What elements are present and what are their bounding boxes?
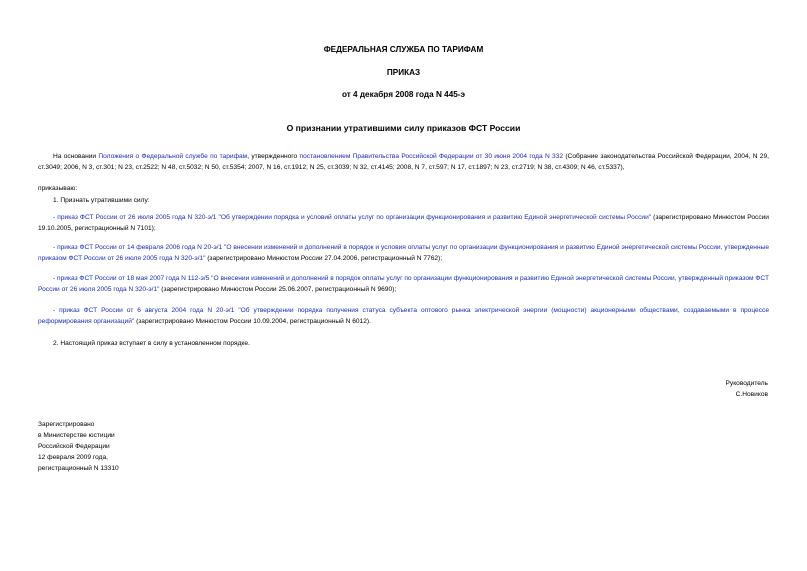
order-link-4[interactable]: - приказ ФСТ России от 6 августа 2004 года N 20-э/1 "Об утверждении порядка получения статуса субъекта оптового рынка электрической энергии (мощности) акционерными обществами, создаваемыми в процессе реформирования организаций" xyxy=(38,307,769,325)
registration-line: регистрационный N 13310 xyxy=(38,465,119,472)
basis-text-3: (Собрание законодательства Российской Федерации, 2004, N 29, ст.3049; 2006, N 3, ст.301; N 23, ст.2522; N 48, ст.5032; N 50, ст.5354; 2007, N 16, ст.1912; N 25, ст.3039; N 32, ст.4145; 2008, N 7, ст.597; N 17, ст.1897; N 23, ст.2719; N 38, ст.4309; N 46, ст.5337), xyxy=(38,153,769,171)
registration-line: 12 февраля 2009 года, xyxy=(38,454,108,461)
government-decree-link[interactable]: постановлением Правительства Российской Федерации от 30 июня 2004 года N 332 xyxy=(299,153,564,160)
registration-note-4: (зарегистрировано Минюстом России 10.09.2004, регистрационный N 6012). xyxy=(134,318,371,325)
document-title: О признании утратившими силу приказов ФСТ России xyxy=(286,123,521,133)
regulation-link[interactable]: Положения о Федеральной службе по тарифам xyxy=(98,153,248,160)
registration-note-1: (зарегистрировано Минюстом России 19.10.2005, регистрационный N 7101); xyxy=(38,214,769,232)
order-link-3[interactable]: - приказ ФСТ России от 18 мая 2007 года N 112-э/5 "О внесении изменений и дополнений в порядок оплаты услуг по организации функционирования и развитию Единой энергетической системы России, утвержденный приказом ФСТ России от 26 июля 2005 года N 320-э/1" xyxy=(38,275,769,293)
list-item xyxy=(38,273,769,295)
basis-text-1: На основании xyxy=(53,153,99,160)
item-2-paragraph: 2. Настоящий приказ вступает в силу в установленном порядке. xyxy=(53,340,250,347)
item-1-label: 1. Признать утратившими силу: xyxy=(53,197,150,204)
registration-block xyxy=(38,419,119,474)
order-link-1[interactable]: - приказ ФСТ России от 26 июля 2005 года N 320-э/1 "Об утверждении порядка и условий оплаты услуг по организации функционирования и развитию Единой энергетической системы России" xyxy=(53,214,652,221)
basis-paragraph xyxy=(38,151,769,173)
order-link-2[interactable]: - приказ ФСТ России от 14 февраля 2006 года N 20-э/1 "О внесении изменений и дополнений в порядок и условия оплаты услуг по организации функционирования и развитию Единой энергетической системы России, утвержденные приказом ФСТ России от 26 июля 2005 года N 320-э/1" xyxy=(38,244,769,262)
signatory-name: С.Новиков xyxy=(735,391,768,398)
list-item xyxy=(38,242,769,264)
list-item xyxy=(38,212,769,234)
registration-note-3: (зарегистрировано Минюстом России 25.06.2007, регистрационный N 9690); xyxy=(159,286,397,293)
registration-note-2: (зарегистрировано Минюстом России 27.04.2006, регистрационный N 7762); xyxy=(205,255,443,262)
basis-text-2: , утвержденного xyxy=(247,153,300,160)
registration-line: Российской Федерации xyxy=(38,443,110,450)
agency-heading: ФЕДЕРАЛЬНАЯ СЛУЖБА ПО ТАРИФАМ xyxy=(323,45,484,54)
order-word: приказываю: xyxy=(38,185,78,192)
list-item xyxy=(38,305,769,327)
registration-line: в Министерстве юстиции xyxy=(38,432,115,439)
date-number-heading: от 4 декабря 2008 года N 445-э xyxy=(341,90,466,99)
signatory-position: Руководитель xyxy=(725,380,768,387)
document-type-heading: ПРИКАЗ xyxy=(386,68,421,77)
registration-line: Зарегистрировано xyxy=(38,421,95,428)
